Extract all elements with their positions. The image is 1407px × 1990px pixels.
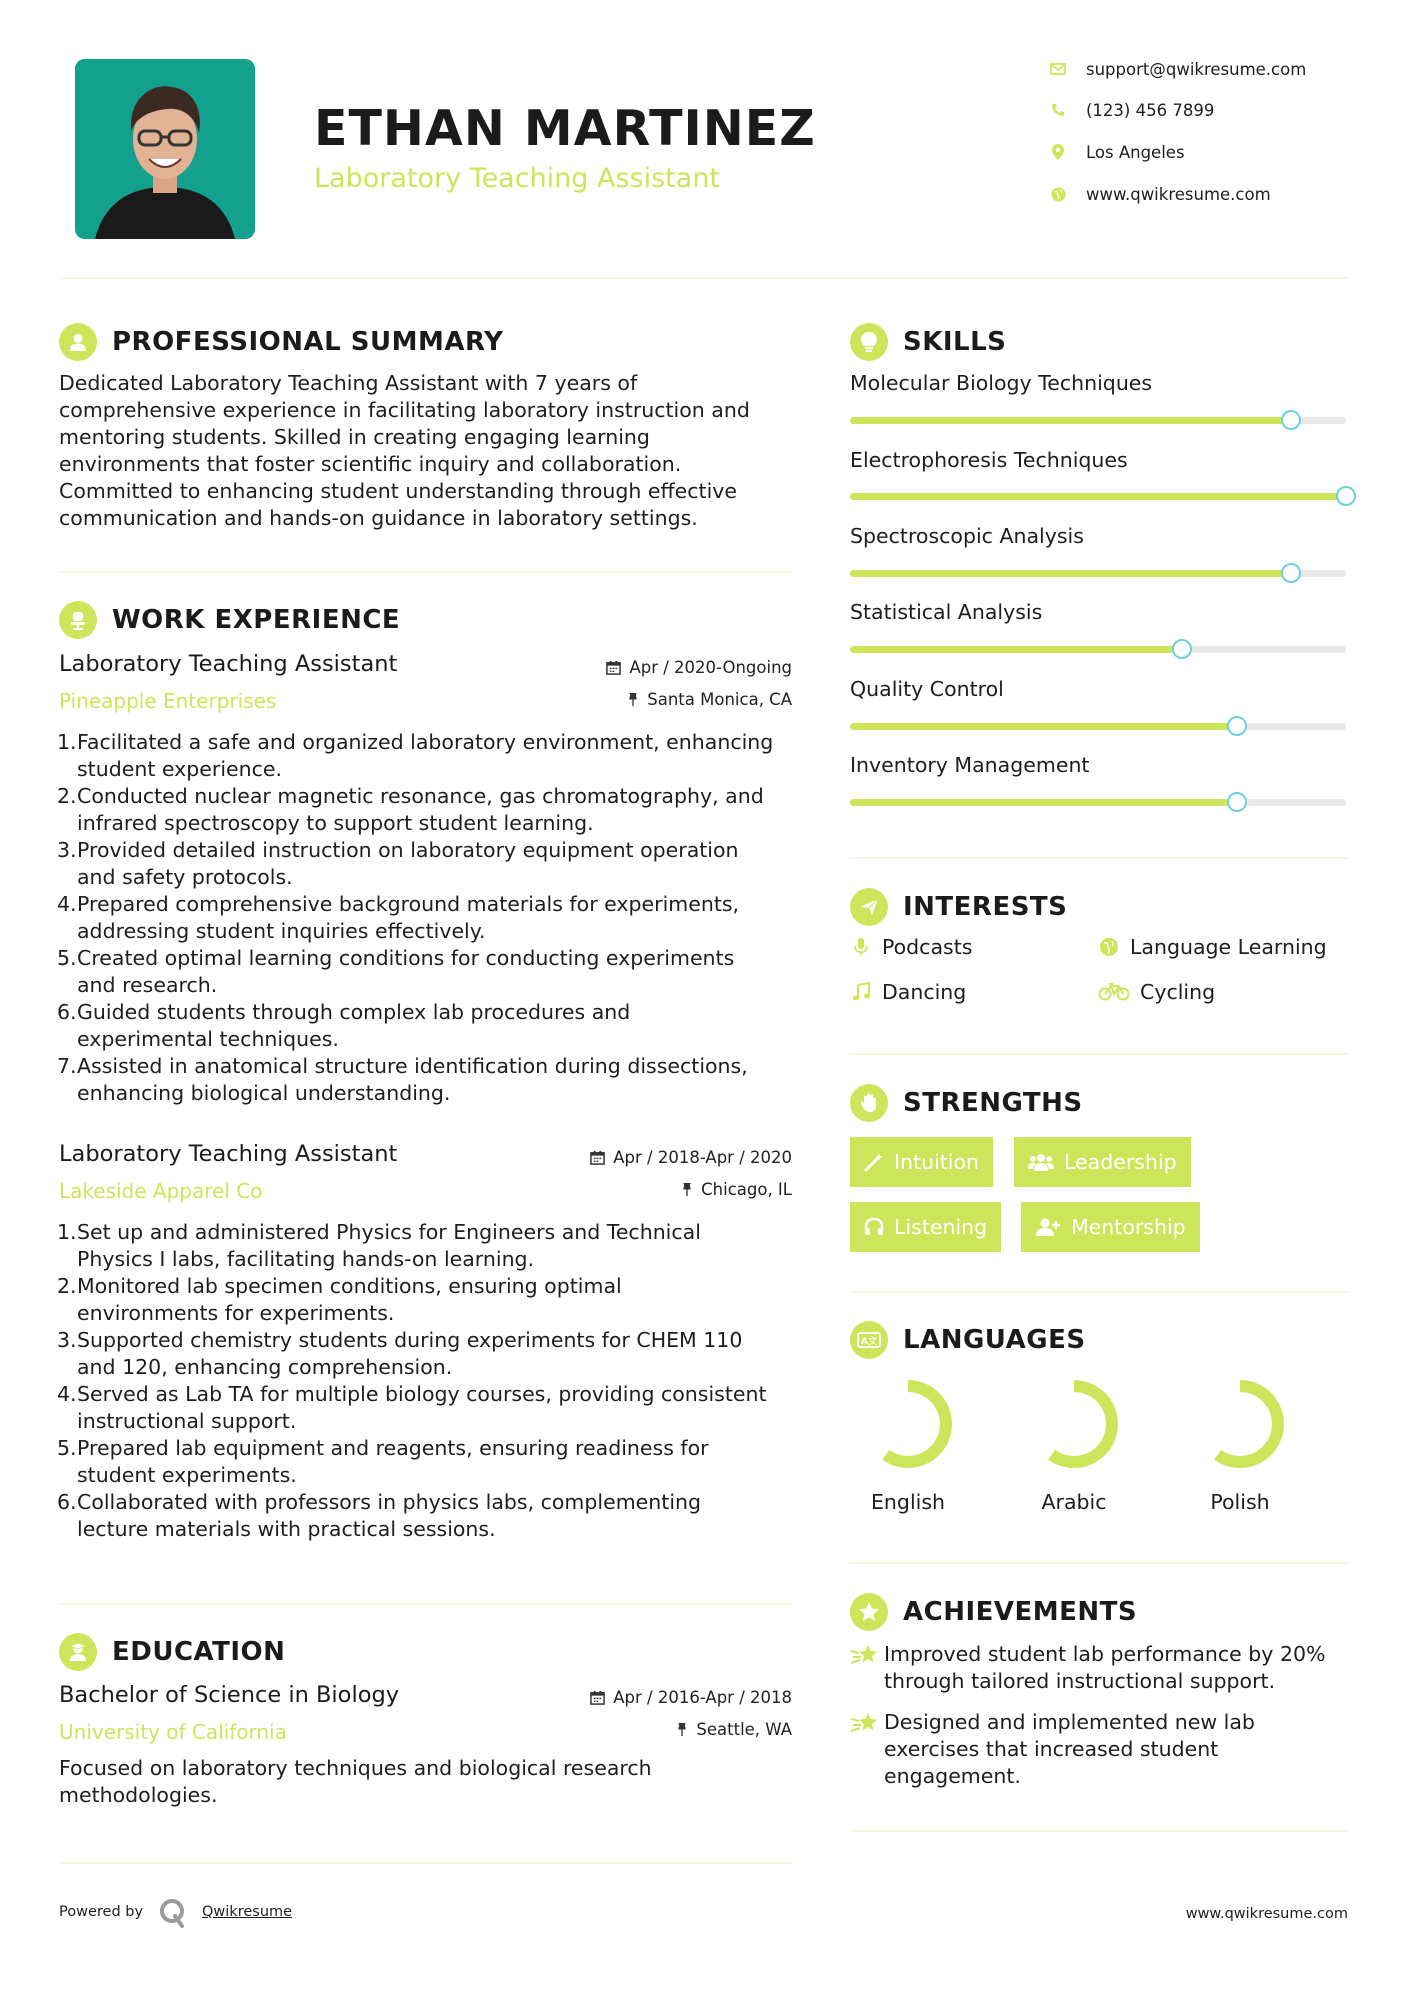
microphone-icon: [850, 936, 872, 958]
list-item: 6. Collaborated with professors in physics labs, complementing lecture materials with practical sessions.: [57, 1490, 702, 1541]
skill-bar-knob: [1281, 563, 1301, 583]
achievement-line: Improved student lab performance by 20%: [884, 1642, 1326, 1666]
list-item: 2. Conducted nuclear magnetic resonance, gas chromatography, and infrared spectroscopy to support student learning.: [57, 784, 764, 835]
summary-line: communication and hands-on guidance in laboratory settings.: [59, 506, 698, 530]
star-badge-icon: [850, 1593, 888, 1631]
candidate-name: ETHAN MARTINEZ: [314, 100, 816, 157]
languages-divider: [850, 1562, 1348, 1564]
achievement-item: [850, 1709, 1348, 1790]
languages-list: [850, 1374, 1348, 1524]
list-item: 3. Supported chemistry students during experiments for CHEM 110 and 120, enhancing comprehension.: [57, 1328, 743, 1379]
globe-icon: [1050, 186, 1066, 202]
job-1-location-text: Santa Monica, CA: [647, 690, 792, 709]
job-1-date: [540, 658, 792, 677]
list-item: 6. Guided students through complex lab procedures and experimental techniques.: [57, 1000, 631, 1051]
language-progress-ring: [858, 1374, 958, 1474]
strengths-divider: [850, 1291, 1348, 1293]
list-item: 7. Assisted in anatomical structure identification during dissections, enhancing biological understanding.: [57, 1054, 748, 1105]
skill-bar: [850, 799, 1346, 806]
translate-icon: [850, 1321, 888, 1359]
skill-bar-knob: [1336, 486, 1356, 506]
header-divider: [59, 277, 1348, 279]
skill-name: Molecular Biology Techniques: [850, 371, 1153, 395]
skill-bar-fill: [850, 723, 1237, 730]
job-1-date-text: Apr / 2020-Ongoing: [629, 658, 792, 677]
language-name: English: [870, 1490, 946, 1514]
summary-line: mentoring students. Skilled in creating engaging learning: [59, 425, 650, 449]
globe-icon: [1098, 936, 1120, 958]
bicycle-icon: [1098, 981, 1130, 1003]
contact-location: [1050, 140, 1370, 164]
skills-section-header: [850, 322, 1006, 362]
skill-bar-fill: [850, 493, 1346, 500]
interest-label: Language Learning: [1130, 935, 1327, 959]
list-item: 1. Facilitated a safe and organized laboratory environment, enhancing student experience.: [57, 730, 774, 781]
interest-item: [850, 935, 972, 959]
achievement-line: Designed and implemented new lab: [884, 1710, 1255, 1734]
phone-icon: [1050, 102, 1066, 118]
calendar-icon: [590, 1150, 605, 1165]
job-2-title: Laboratory Teaching Assistant: [59, 1141, 398, 1167]
list-item: 5. Created optimal learning conditions for conducting experiments and research.: [57, 946, 735, 997]
education-line: methodologies.: [59, 1783, 218, 1807]
interest-label: Cycling: [1140, 980, 1216, 1004]
shooting-star-icon: [850, 1709, 884, 1790]
interest-item: [1098, 980, 1215, 1004]
strength-label: Listening: [894, 1215, 988, 1239]
footer-website[interactable]: www.qwikresume.com: [1185, 1906, 1348, 1922]
candidate-title: Laboratory Teaching Assistant: [314, 163, 721, 194]
skill-bar: [850, 646, 1346, 653]
education-degree: Bachelor of Science in Biology: [59, 1682, 400, 1708]
list-item: 3. Provided detailed instruction on laboratory equipment operation and safety protocols.: [57, 838, 739, 889]
strength-chip: [1021, 1202, 1200, 1252]
job-1-responsibilities: [59, 729, 799, 1107]
skill-bar-knob: [1172, 639, 1192, 659]
hand-icon: [850, 1084, 888, 1122]
language-progress-ring: [1024, 1374, 1124, 1474]
strengths-section-header: [850, 1083, 1083, 1123]
language-name: Polish: [1210, 1490, 1270, 1514]
summary-line: environments that foster scientific inquiry and collaboration.: [59, 452, 682, 476]
list-item: 2. Monitored lab specimen conditions, ensuring optimal environments for experiments.: [57, 1274, 622, 1325]
pushpin-icon: [627, 692, 639, 707]
education-divider: [59, 1862, 792, 1864]
profile-photo: [75, 59, 255, 239]
job-1-location: [540, 690, 792, 709]
qwikresume-logo-icon: [158, 1898, 186, 1928]
skill-name: Spectroscopic Analysis: [850, 524, 1084, 548]
interest-label: Dancing: [882, 980, 967, 1004]
achievement-line: exercises that increased student: [884, 1737, 1219, 1761]
education-location: [540, 1720, 792, 1739]
contact-email[interactable]: [1050, 57, 1370, 81]
avatar: [75, 59, 255, 239]
contact-phone-text: (123) 456 7899: [1086, 100, 1215, 120]
language-progress-arc: [886, 1386, 946, 1462]
experience-heading: WORK EXPERIENCE: [112, 605, 401, 635]
job-1-title: Laboratory Teaching Assistant: [59, 651, 398, 677]
powered-by-label: Powered by: [59, 1904, 144, 1920]
experience-divider: [59, 1603, 792, 1605]
paper-plane-icon: [850, 888, 888, 926]
summary-divider: [59, 571, 792, 573]
chair-icon: [59, 601, 97, 639]
achievements-divider: [850, 1830, 1348, 1832]
achievements-heading: ACHIEVEMENTS: [903, 1597, 1138, 1627]
job-1-company: Pineapple Enterprises: [59, 689, 277, 713]
contact-website-text: www.qwikresume.com: [1086, 184, 1271, 204]
achievements-section-header: [850, 1592, 1137, 1632]
skill-bar: [850, 570, 1346, 577]
skill-bar-knob: [1227, 792, 1247, 812]
skills-divider: [850, 857, 1348, 859]
interest-item: [850, 980, 966, 1004]
skill-bar-knob: [1281, 410, 1301, 430]
job-2-location-text: Chicago, IL: [701, 1180, 792, 1199]
interest-label: Podcasts: [882, 935, 973, 959]
strength-chip: [850, 1202, 1001, 1252]
languages-heading: LANGUAGES: [903, 1325, 1086, 1355]
language-progress-arc: [1052, 1386, 1112, 1462]
education-school: University of California: [59, 1720, 287, 1744]
skill-bar: [850, 493, 1346, 500]
user-icon: [59, 323, 97, 361]
skill-name: Quality Control: [850, 677, 1004, 701]
strength-label: Intuition: [894, 1150, 980, 1174]
education-description: [59, 1755, 799, 1809]
user-plus-icon: [1035, 1217, 1061, 1237]
skill-bar: [850, 417, 1346, 424]
job-2-responsibilities: [59, 1219, 799, 1543]
skill-name: Inventory Management: [850, 753, 1090, 777]
summary-line: comprehensive experience in facilitating laboratory instruction and: [59, 398, 750, 422]
strength-label: Mentorship: [1071, 1215, 1186, 1239]
summary-line: Committed to enhancing student understanding through effective: [59, 479, 738, 503]
skill-name: Statistical Analysis: [850, 600, 1043, 624]
location-pin-icon: [1050, 144, 1066, 160]
contact-email-text: support@qwikresume.com: [1086, 59, 1307, 79]
list-item: 5. Prepared lab equipment and reagents, ensuring readiness for student experiments.: [57, 1436, 709, 1487]
achievement-line: engagement.: [884, 1764, 1021, 1788]
qwikresume-brand-link[interactable]: Qwikresume: [202, 1904, 293, 1920]
job-2-date: [540, 1148, 792, 1167]
pushpin-icon: [681, 1182, 693, 1197]
skill-bar-fill: [850, 799, 1237, 806]
skill-bar-fill: [850, 646, 1182, 653]
lightbulb-icon: [850, 323, 888, 361]
interests-section-header: [850, 887, 1067, 927]
interests-heading: INTERESTS: [903, 892, 1068, 922]
shooting-star-icon: [850, 1641, 884, 1695]
magic-wand-icon: [864, 1152, 884, 1172]
summary-text: [59, 370, 799, 532]
job-2-date-text: Apr / 2018-Apr / 2020: [613, 1148, 792, 1167]
interest-item: [1098, 935, 1327, 959]
education-heading: EDUCATION: [112, 1637, 286, 1667]
graduation-icon: [59, 1633, 97, 1671]
experience-section-header: [59, 600, 400, 640]
list-item: 4. Served as Lab TA for multiple biology courses, providing consistent instructional support.: [57, 1382, 767, 1433]
language-name: Arabic: [1041, 1490, 1107, 1514]
mail-icon: [1050, 61, 1066, 77]
skill-bar-fill: [850, 417, 1291, 424]
svg-text:A文: A文: [861, 1337, 877, 1347]
achievement-item: [850, 1641, 1348, 1695]
achievement-line: through tailored instructional support.: [884, 1669, 1276, 1693]
contact-location-text: Los Angeles: [1086, 142, 1185, 162]
group-icon: [1028, 1152, 1054, 1172]
education-date-text: Apr / 2016-Apr / 2018: [613, 1688, 792, 1707]
skills-heading: SKILLS: [903, 327, 1007, 357]
strength-chip: [1014, 1137, 1191, 1187]
skill-name: Electrophoresis Techniques: [850, 448, 1128, 472]
list-item: 4. Prepared comprehensive background materials for experiments, addressing student inquiries effectively.: [57, 892, 740, 943]
contact-website[interactable]: [1050, 182, 1370, 206]
job-2-company: Lakeside Apparel Co: [59, 1179, 263, 1203]
skill-bar-fill: [850, 570, 1291, 577]
languages-section-header: [850, 1320, 1086, 1360]
summary-section-header: [59, 322, 503, 362]
interests-divider: [850, 1053, 1348, 1055]
summary-heading: PROFESSIONAL SUMMARY: [112, 327, 504, 357]
strengths-heading: STRENGTHS: [903, 1088, 1083, 1118]
list-item: 1. Set up and administered Physics for Engineers and Technical Physics I labs, facilitating hands-on learning.: [57, 1220, 701, 1271]
job-2-location: [540, 1180, 792, 1199]
strength-chip: [850, 1137, 993, 1187]
summary-line: Dedicated Laboratory Teaching Assistant with 7 years of: [59, 371, 638, 395]
headphones-icon: [864, 1217, 884, 1237]
music-note-icon: [850, 981, 872, 1003]
pushpin-icon: [676, 1722, 688, 1737]
skill-bar-knob: [1227, 716, 1247, 736]
language-progress-arc: [1218, 1386, 1278, 1462]
education-section-header: [59, 1632, 285, 1672]
calendar-icon: [606, 660, 621, 675]
education-date: [540, 1688, 792, 1707]
language-progress-ring: [1190, 1374, 1290, 1474]
calendar-icon: [590, 1690, 605, 1705]
contact-phone[interactable]: [1050, 98, 1370, 122]
education-location-text: Seattle, WA: [696, 1720, 792, 1739]
strength-label: Leadership: [1064, 1150, 1177, 1174]
skill-bar: [850, 723, 1346, 730]
education-line: Focused on laboratory techniques and biological research: [59, 1756, 652, 1780]
